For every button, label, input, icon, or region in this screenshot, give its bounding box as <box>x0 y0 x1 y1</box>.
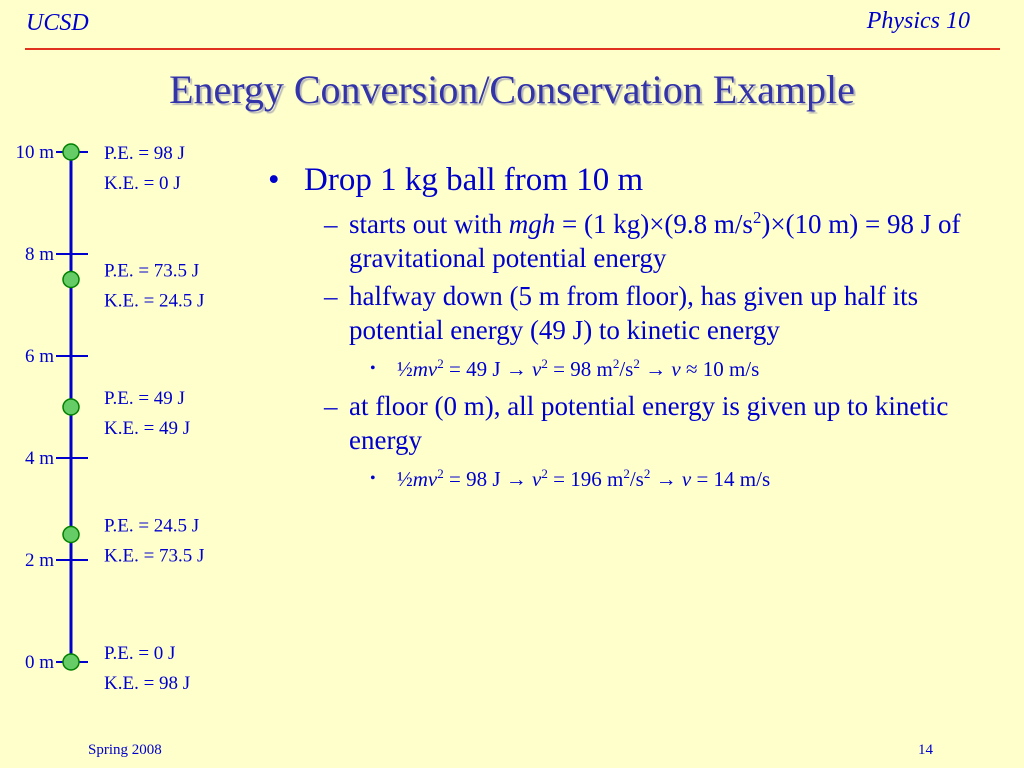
eq2-p2: = 196 m <box>547 467 624 491</box>
drop-diagram <box>0 130 260 690</box>
s3-text: at floor (0 m), all potential energy is given up to kinetic energy <box>349 391 949 455</box>
bullet-main <box>268 162 1013 199</box>
eq1-half: ½ <box>397 357 413 381</box>
footer-date: Spring 2008 <box>88 742 162 758</box>
ball-marker <box>63 144 79 160</box>
eq1-sup1: 2 <box>437 356 444 371</box>
s1-text-c: )×(10 m) = 98 J of gravitational potential energy <box>349 209 961 273</box>
eq1-v2: v <box>671 357 681 381</box>
bullet-dot: • <box>370 470 376 487</box>
footer-page-number: 14 <box>918 742 933 758</box>
equation-1 <box>268 355 1013 383</box>
s2-text: halfway down (5 m from floor), has given up half its potential energy (49 J) to kinetic energy <box>349 281 919 345</box>
ke-label: K.E. = 0 J <box>104 173 181 194</box>
eq2-mv: mv <box>412 467 438 491</box>
tick-label: 2 m <box>24 550 54 571</box>
eq2-sup3: 2 <box>623 466 630 481</box>
s1-text-a: starts out with <box>349 209 509 239</box>
eq2-sup1: 2 <box>437 466 444 481</box>
eq1-p5: ≈ 10 m/s <box>680 357 760 381</box>
eq1-p2: = 98 m <box>547 357 613 381</box>
pe-label: P.E. = 49 J <box>104 388 185 409</box>
sub-bullet-2 <box>268 279 1013 347</box>
eq2-half: ½ <box>397 467 413 491</box>
tick-label: 8 m <box>24 244 54 265</box>
eq1-p3: /s <box>619 357 634 381</box>
bullet-dot: • <box>268 162 280 198</box>
header-institution: UCSD <box>26 10 89 36</box>
eq1-sup3: 2 <box>612 356 620 371</box>
tick-label: 4 m <box>24 448 54 469</box>
bullet-dot: • <box>370 360 376 377</box>
slide-title: Energy Conversion/Conservation Example <box>169 67 855 112</box>
ball-marker <box>63 654 79 670</box>
eq1-mv: mv <box>412 357 438 381</box>
dash-marker: – <box>324 281 338 311</box>
s1-mgh: mgh <box>508 209 556 239</box>
header-divider <box>25 48 1000 50</box>
tick-label: 10 m <box>15 142 54 163</box>
pe-label: P.E. = 98 J <box>104 143 185 164</box>
tick-label: 6 m <box>24 346 54 367</box>
eq2-sup4: 2 <box>643 466 651 481</box>
ke-label: K.E. = 49 J <box>104 418 191 439</box>
eq2-p1: = 98 J → <box>443 467 533 491</box>
sub-bullet-1 <box>268 207 1013 275</box>
dash-marker: – <box>324 209 338 239</box>
equation-2 <box>268 465 1013 493</box>
s1-sup: 2 <box>752 208 762 227</box>
eq1-sup2: 2 <box>541 356 548 371</box>
eq1-p1: = 49 J → <box>443 357 533 381</box>
eq1-sup4: 2 <box>633 356 640 371</box>
eq2-v1: v <box>532 467 542 491</box>
header-course: Physics 10 <box>866 8 970 34</box>
s1-text-b: = (1 kg)×(9.8 m/s <box>555 209 753 239</box>
eq2-v2: v <box>681 467 692 491</box>
ball-marker <box>63 272 79 288</box>
pe-label: P.E. = 73.5 J <box>104 260 200 282</box>
eq1-p4: → <box>639 357 672 381</box>
ke-label: K.E. = 24.5 J <box>104 290 205 312</box>
eq2-p4: → <box>650 467 682 491</box>
pe-label: P.E. = 24.5 J <box>104 515 200 537</box>
eq2-p3: /s <box>629 467 644 491</box>
pe-label: P.E. = 0 J <box>104 643 176 664</box>
dash-marker: – <box>324 391 338 421</box>
ke-label: K.E. = 73.5 J <box>104 545 205 567</box>
tick-label: 0 m <box>24 652 54 673</box>
ke-label: K.E. = 98 J <box>104 673 191 690</box>
sub-bullet-3 <box>268 389 1013 457</box>
bullet-main-text: Drop 1 kg ball from 10 m <box>304 162 644 198</box>
eq2-p5: = 14 m/s <box>691 467 771 491</box>
ball-marker <box>63 527 79 543</box>
ball-marker <box>63 399 79 415</box>
bullet-list <box>268 162 1013 499</box>
eq2-sup2: 2 <box>541 466 548 481</box>
eq1-v1: v <box>532 357 542 381</box>
